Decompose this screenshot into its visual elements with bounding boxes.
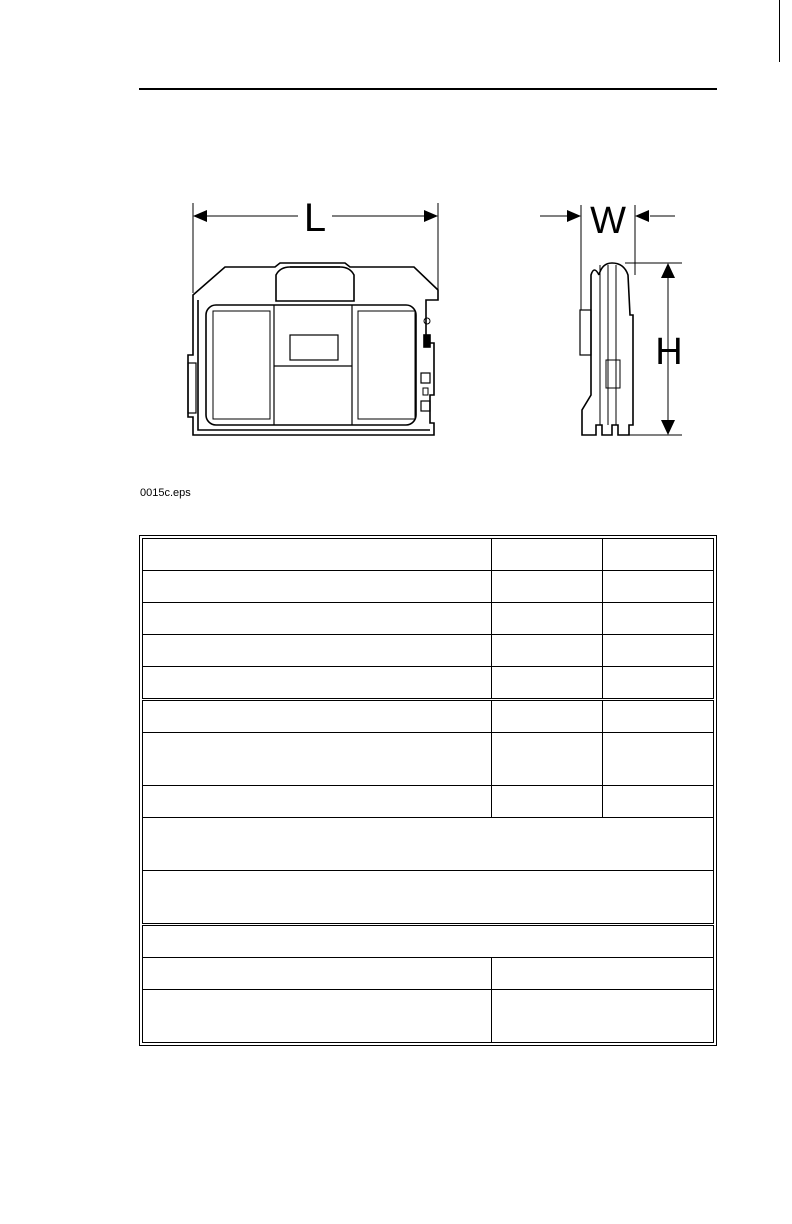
table-cell (143, 925, 714, 958)
table-row (143, 786, 714, 818)
table-cell (143, 958, 492, 990)
table-row (143, 958, 714, 990)
table-cell (143, 871, 714, 925)
width-label: W (590, 200, 626, 242)
table-cell (143, 571, 492, 603)
table-row (143, 700, 714, 733)
table-cell (603, 700, 714, 733)
table-cell (492, 603, 603, 635)
table-row (143, 667, 714, 700)
table-cell (492, 667, 603, 700)
table-cell (603, 733, 714, 786)
table-cell (143, 818, 714, 871)
table-row (143, 571, 714, 603)
table-cell (603, 571, 714, 603)
table-cell (492, 733, 603, 786)
table-cell (143, 603, 492, 635)
table-row (143, 871, 714, 925)
table-cell (492, 539, 603, 571)
table-cell (492, 700, 603, 733)
table-cell (143, 635, 492, 667)
table-cell (143, 667, 492, 700)
table-row (143, 733, 714, 786)
figure-caption: 0015c.eps (140, 487, 191, 499)
table-cell (143, 733, 492, 786)
table-row (143, 635, 714, 667)
table-cell (603, 786, 714, 818)
table-cell (492, 571, 603, 603)
table-cell (492, 958, 714, 990)
table-row (143, 990, 714, 1043)
table-row (143, 603, 714, 635)
table-row (143, 818, 714, 871)
table-cell (492, 635, 603, 667)
table-cell (492, 786, 603, 818)
table-row (143, 539, 714, 571)
table-cell (603, 635, 714, 667)
table-cell (603, 667, 714, 700)
length-label: L (303, 196, 327, 240)
table-cell (603, 539, 714, 571)
specifications-table (139, 535, 717, 1046)
table-cell (143, 990, 492, 1043)
dimension-drawing (130, 195, 700, 445)
table-cell (143, 786, 492, 818)
table-cell (143, 700, 492, 733)
table-row (143, 925, 714, 958)
table-cell (492, 990, 714, 1043)
header-rule (139, 88, 717, 90)
table-cell (603, 603, 714, 635)
height-label: H (655, 331, 683, 373)
table-cell (143, 539, 492, 571)
thumb-tab-line (779, 0, 780, 62)
